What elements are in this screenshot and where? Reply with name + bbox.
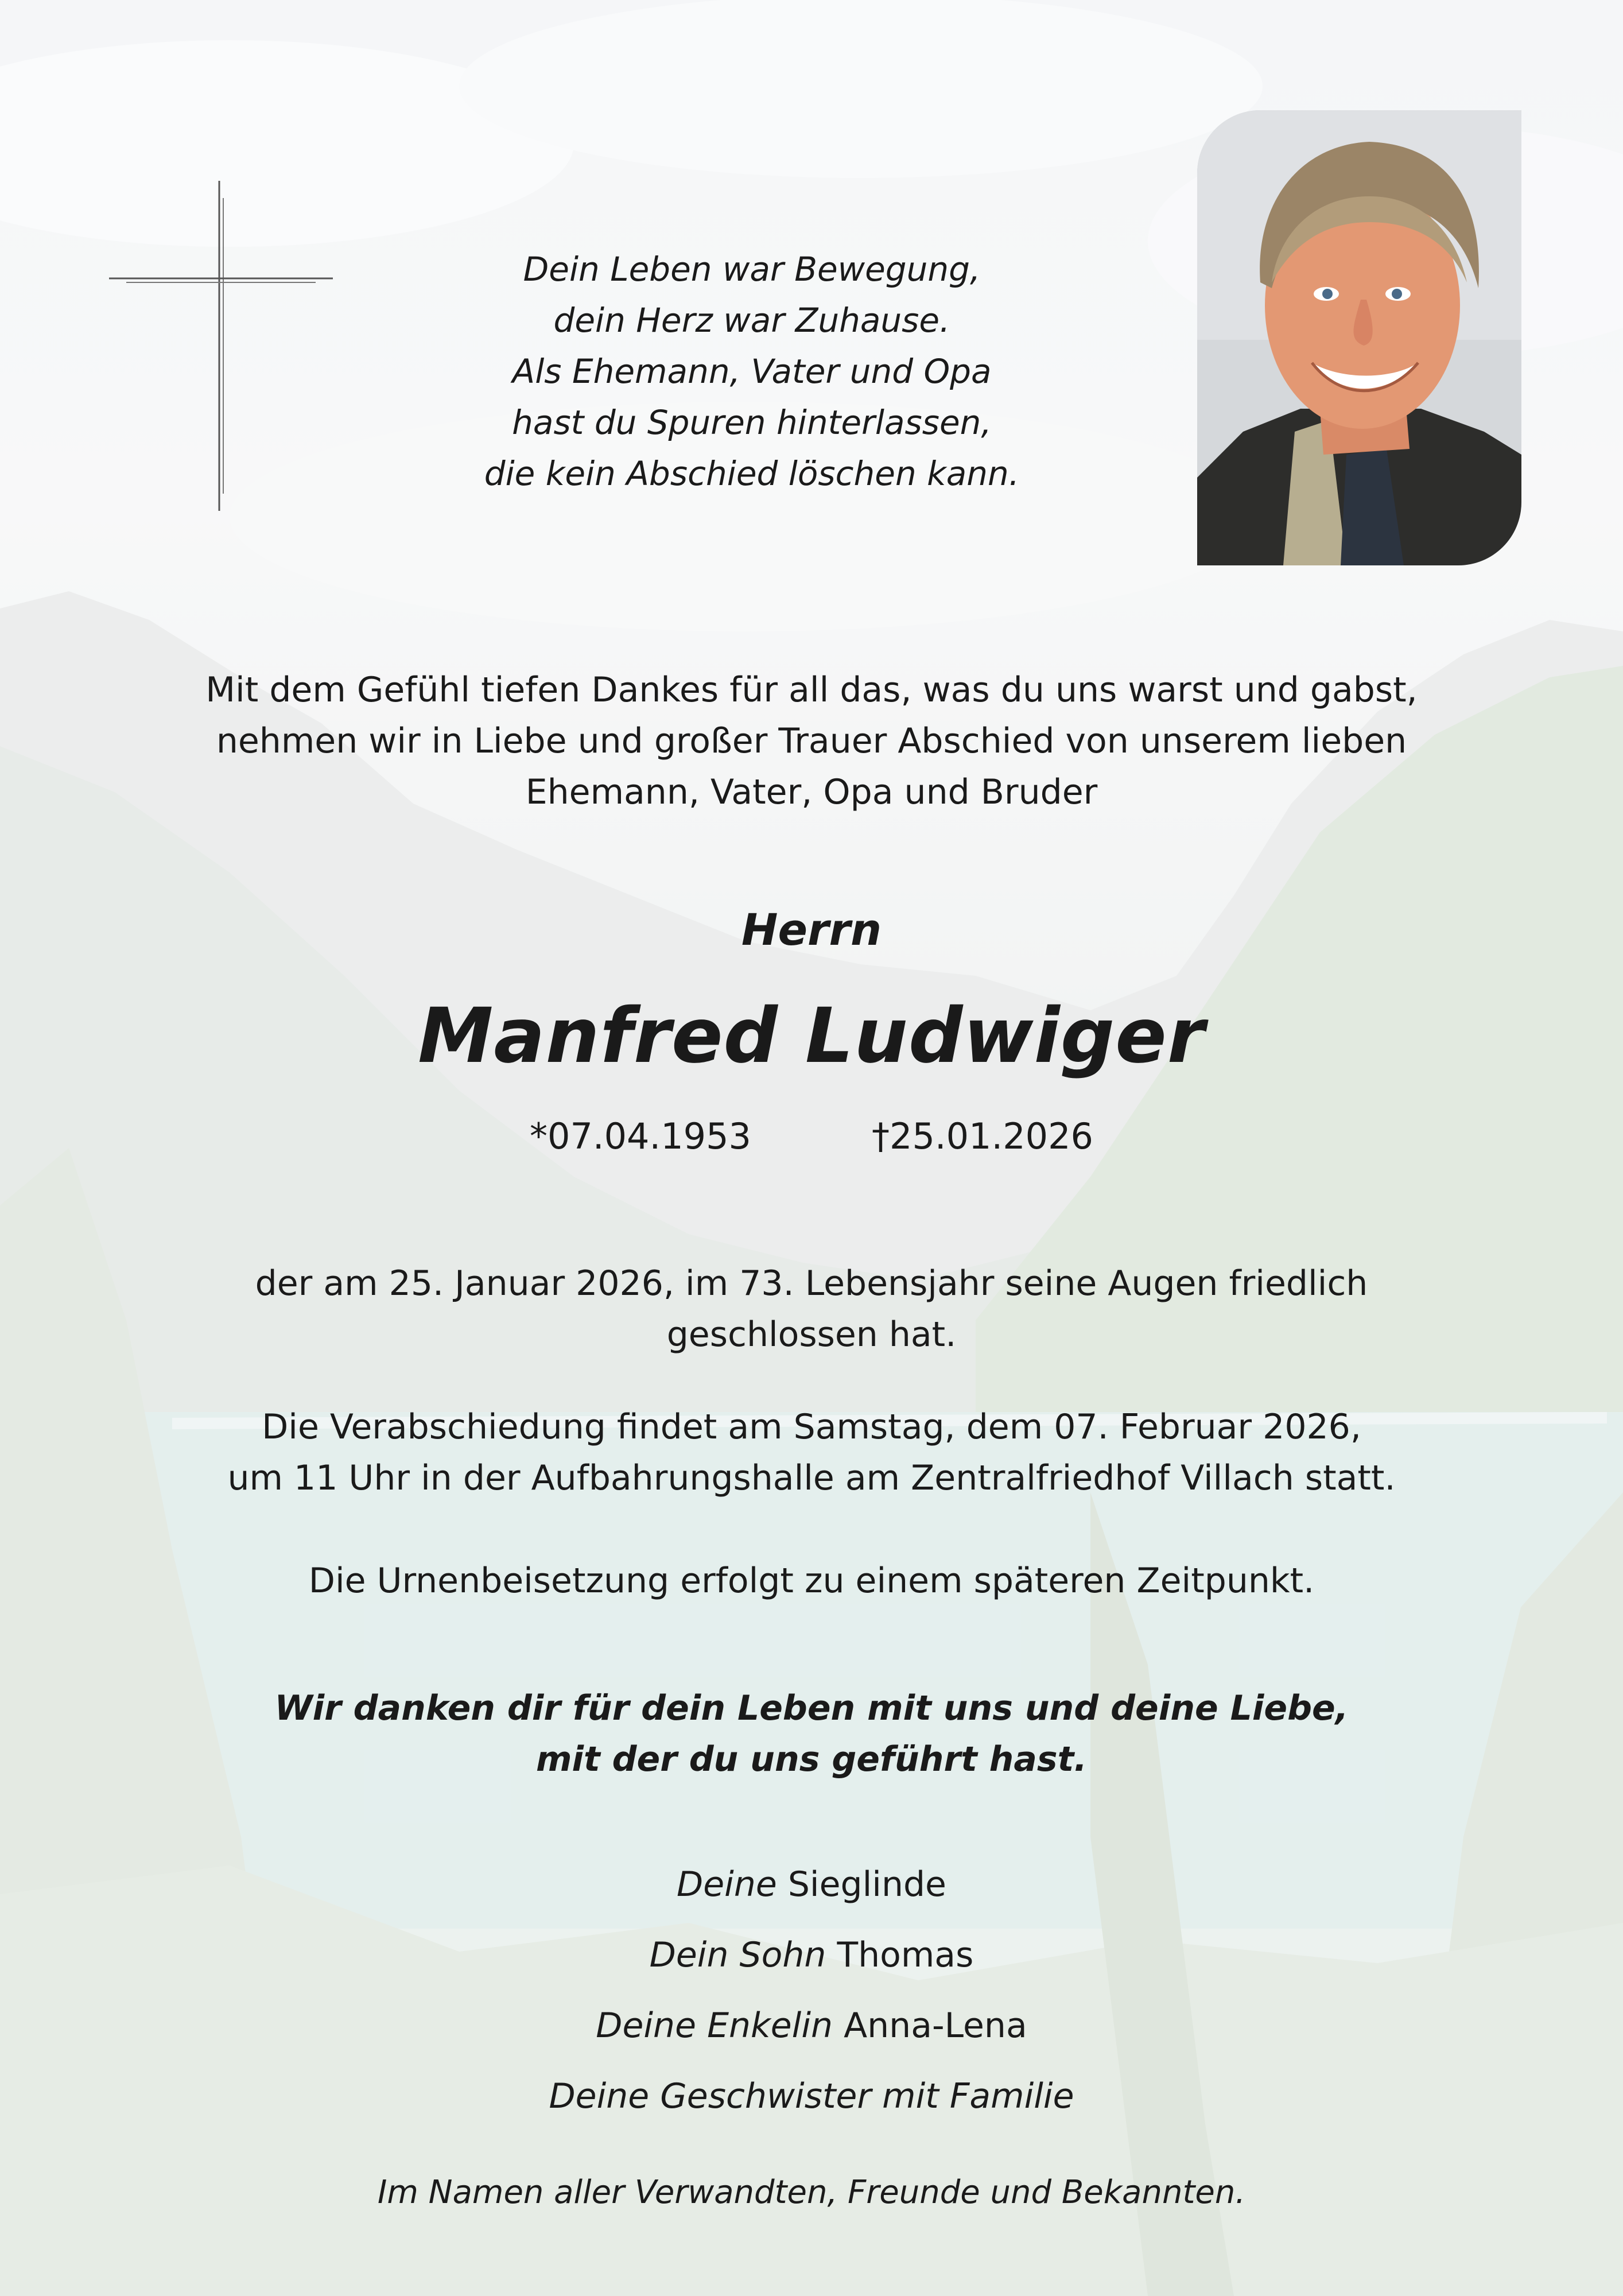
urn-notice — [0, 1556, 1623, 1607]
cross-icon — [109, 181, 333, 511]
farewell-line: um 11 Uhr in der Aufbahrungshalle am Zentralfriedhof Villach statt. — [227, 1458, 1396, 1498]
signer-name: Sieglinde — [787, 1864, 946, 1905]
salutation: Herrn — [741, 904, 882, 955]
life-dates — [0, 1114, 1623, 1159]
signers-list — [0, 1849, 1623, 2132]
urn-line: Die Urnenbeisetzung erfolgt zu einem späteren Zeitpunkt. — [308, 1561, 1315, 1601]
poem-line: Als Ehemann, Vater und Opa — [512, 352, 992, 391]
poem-line: Dein Leben war Bewegung, — [523, 250, 981, 289]
closing-line: Im Namen aller Verwandten, Freunde und Bekannten. — [377, 2174, 1246, 2211]
farewell-line: Die Verabschiedung findet am Samstag, dem 07. Februar 2026, — [262, 1407, 1361, 1447]
thanks-line: Wir danken dir für dein Leben mit uns und deine Liebe, — [274, 1688, 1349, 1728]
poem-line: die kein Abschied löschen kann. — [484, 454, 1020, 493]
signer — [0, 1920, 1623, 1991]
portrait-photo — [1197, 110, 1521, 565]
intro-line: Ehemann, Vater, Opa und Bruder — [525, 772, 1098, 812]
deceased-name: Manfred Ludwiger — [418, 992, 1205, 1080]
intro-text — [0, 665, 1623, 818]
poem-line: dein Herz war Zuhause. — [553, 301, 950, 340]
signer-relation: Deine Geschwister mit Familie — [549, 2076, 1074, 2116]
signer — [0, 1991, 1623, 2061]
signer-relation: Deine — [677, 1864, 777, 1905]
signer-name: Thomas — [837, 1935, 974, 1975]
thanks-line: mit der du uns geführt hast. — [535, 1739, 1088, 1779]
death-notice-line: der am 25. Januar 2026, im 73. Lebensjahr seine Augen friedlich — [255, 1263, 1368, 1304]
signer-relation: Deine Enkelin — [596, 2006, 833, 2046]
death-notice-line: geschlossen hat. — [666, 1314, 957, 1355]
intro-line: Mit dem Gefühl tiefen Dankes für all das, was du uns warst und gabst, — [205, 670, 1418, 710]
farewell-notice — [0, 1402, 1623, 1504]
poem — [402, 244, 1102, 499]
thanks-text — [0, 1683, 1623, 1785]
birth-date: *07.04.1953 — [530, 1115, 751, 1157]
signer-relation: Dein Sohn — [649, 1935, 826, 1975]
signer — [0, 1849, 1623, 1920]
death-date: †25.01.2026 — [872, 1115, 1093, 1157]
poem-line: hast du Spuren hinterlassen, — [512, 403, 992, 442]
intro-line: nehmen wir in Liebe und großer Trauer Abschied von unserem lieben — [216, 721, 1407, 761]
death-notice — [0, 1258, 1623, 1360]
signer-name: Anna-Lena — [844, 2006, 1027, 2046]
signer — [0, 2061, 1623, 2132]
